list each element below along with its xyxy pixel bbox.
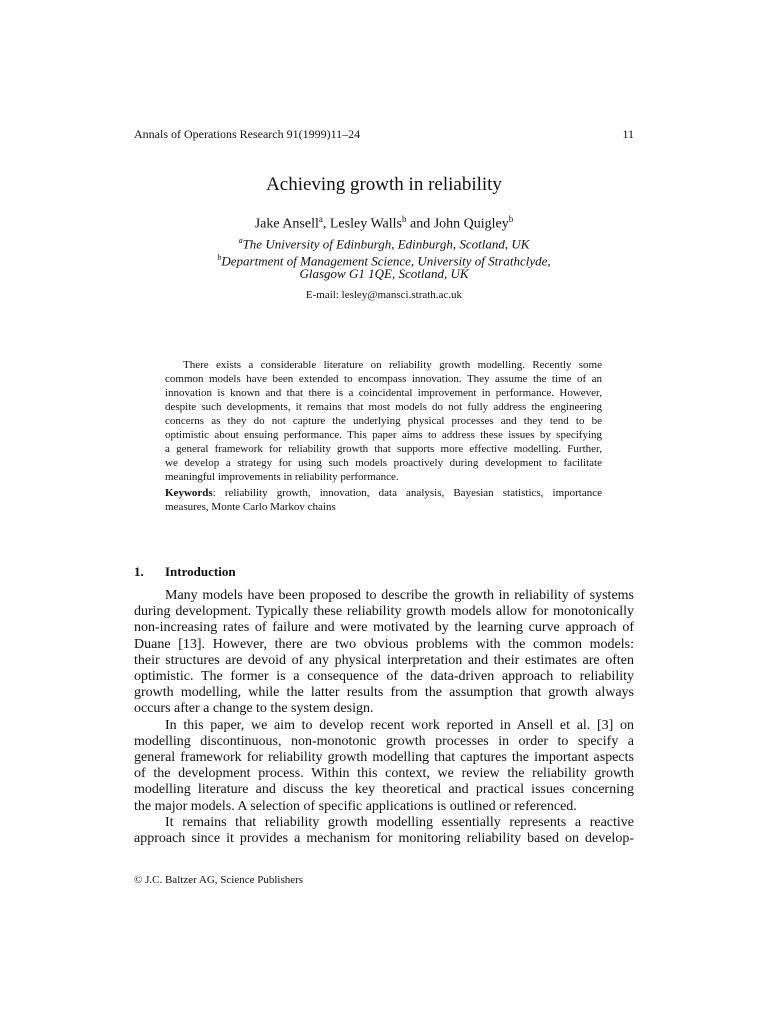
abstract-line: we develop a strategy for using such models proactively during development to facilitate bbox=[165, 457, 602, 469]
keywords-line: measures, Monte Carlo Markov chains bbox=[165, 501, 336, 513]
section-heading bbox=[134, 563, 236, 580]
running-head: Annals of Operations Research 91(1999)11–24 bbox=[134, 127, 361, 141]
abstract-line: meaningful improvements in reliability performance. bbox=[165, 471, 399, 483]
author-separator: , bbox=[322, 216, 330, 232]
section-number: 1. bbox=[134, 564, 144, 579]
section-title: Introduction bbox=[165, 564, 236, 579]
affiliation-mark: a bbox=[238, 236, 243, 245]
body-line: growth modelling, while the latter results from the assumption that growth always bbox=[134, 685, 634, 701]
abstract-line: common models have been extended to encompass innovation. They assume the time of an bbox=[165, 373, 602, 385]
body-line: In this paper, we aim to develop recent work reported in Ansell et al. [3] on bbox=[165, 717, 634, 733]
affiliation-text: The University of Edinburgh, Edinburgh, Scotland, UK bbox=[242, 236, 530, 252]
abstract-line: There exists a considerable literature on reliability growth modelling. Recently some bbox=[183, 359, 602, 371]
body-line: of the development process. Within this context, we review the reliability growth bbox=[134, 766, 634, 782]
body-line: approach since it provides a mechanism for monitoring reliability based on develop- bbox=[134, 831, 634, 847]
affiliation-text: Department of Management Science, University of Strathclyde, bbox=[221, 253, 551, 269]
affiliation-mark: b bbox=[217, 253, 222, 262]
author-affiliation-mark: b bbox=[401, 214, 407, 224]
author-name: Jake Ansell bbox=[254, 216, 319, 232]
abstract bbox=[165, 358, 602, 484]
abstract-line: innovation is known and that there is a coincidental improvement in performance. However, bbox=[165, 387, 602, 399]
abstract-line: despite such developments, it remains that most models do not fully address the engineering bbox=[165, 401, 602, 413]
affiliation-b-line2: Glasgow G1 1QE, Scotland, UK bbox=[299, 266, 469, 281]
author-affiliation-mark: b bbox=[508, 214, 514, 224]
abstract-line: concerns as they do not capture the underlying physical processes and they tend to be bbox=[165, 415, 602, 427]
body-line: Many models have been proposed to describe the growth in reliability of systems bbox=[165, 588, 634, 603]
author-name: John Quigley bbox=[433, 216, 509, 232]
body-line: Duane [13]. However, there are two obvious problems with the common models: bbox=[134, 636, 634, 652]
body-line: It remains that reliability growth modelling essentially represents a reactive bbox=[165, 814, 634, 830]
keywords-line bbox=[165, 486, 602, 500]
body-line: general framework for reliability growth modelling that captures the important aspects bbox=[134, 750, 634, 766]
body-line: their structures are devoid of any physical interpretation and their estimates are often bbox=[134, 652, 634, 668]
page-number: 11 bbox=[622, 127, 634, 141]
body-line: modelling discontinuous, non-monotonic growth processes in order to specify a bbox=[134, 733, 634, 749]
abstract-line: optimistic about ensuing performance. This paper aims to address these issues by specifying bbox=[165, 429, 602, 441]
author-name: Lesley Walls bbox=[329, 216, 402, 232]
abstract-line: a general framework for reliability growth that supports more effective modelling. Further, bbox=[165, 443, 602, 455]
contact-email: E-mail: lesley@mansci.strath.ac.uk bbox=[305, 289, 463, 301]
author-affiliation-mark: a bbox=[318, 214, 323, 224]
body-text bbox=[134, 588, 634, 847]
body-line: occurs after a change to the system design. bbox=[134, 701, 374, 717]
paper-title: Achieving growth in reliability bbox=[266, 174, 502, 195]
publisher-footer: © J.C. Baltzer AG, Science Publishers bbox=[134, 874, 304, 886]
body-line: non-increasing rates of failure and were motivated by the learning curve approach of bbox=[134, 620, 634, 636]
keywords-label: Keywords bbox=[165, 487, 213, 499]
author-separator: and bbox=[406, 216, 434, 232]
author-list bbox=[0, 210, 768, 234]
keywords bbox=[165, 486, 602, 514]
keywords-text: : reliability growth, innovation, data analysis, Bayesian statistics, importance bbox=[212, 487, 602, 499]
body-line: optimistic. The former is a consequence of the data-driven approach to reliability bbox=[134, 669, 634, 685]
body-line: modelling literature and discuss the key theoretical and practical issues concerning bbox=[134, 782, 634, 798]
body-line: during development. Typically these reliability growth models allow for monotonically bbox=[134, 604, 634, 620]
body-line: the major models. A selection of specific applications is outlined or referenced. bbox=[134, 798, 577, 814]
